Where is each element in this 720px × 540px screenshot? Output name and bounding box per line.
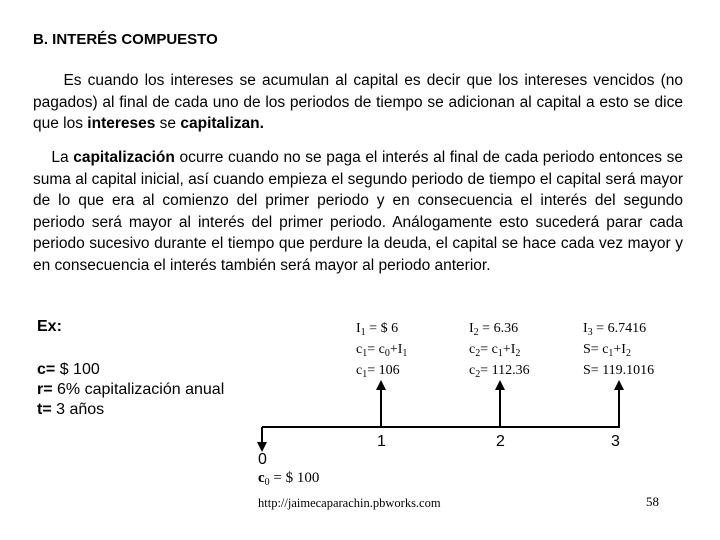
period-2-result: $c_2= 112.36$ bbox=[469, 363, 530, 380]
paragraph2-bold-capitalizacion: capitalización bbox=[73, 149, 175, 166]
period-3-formula: $S= c_1+I_2$ bbox=[583, 342, 631, 359]
source-url: http://jaimecaparachin.pbworks.com bbox=[258, 496, 441, 510]
given-rate-value: 6% capitalización anual bbox=[52, 381, 225, 398]
timeline-label-3: 3 bbox=[611, 433, 620, 450]
period-1-formula: $c_1= c_0+I_1$ bbox=[356, 342, 408, 359]
page-number: 58 bbox=[646, 494, 659, 509]
given-time-value: 3 años bbox=[51, 401, 105, 418]
paragraph1-mid: se bbox=[155, 115, 181, 132]
timeline-label-2: 2 bbox=[496, 433, 505, 450]
given-capital-label: c= bbox=[37, 361, 56, 378]
initial-capital-subscript: 0 bbox=[264, 477, 270, 488]
given-capital-value: $ 100 bbox=[55, 361, 100, 378]
period-3-interest: $I_3 = 6.7416$ bbox=[583, 321, 647, 338]
paragraph1-bold-capitalizan: capitalizan. bbox=[180, 115, 264, 132]
initial-capital bbox=[258, 470, 319, 487]
initial-capital-value: = $ 100 bbox=[269, 470, 320, 486]
period-1-result: $c_1= 106$ bbox=[356, 363, 400, 380]
period-2-formula: $c_2= c_1+I_2$ bbox=[469, 342, 521, 359]
period-3-result: S= 119.1016 bbox=[583, 363, 655, 378]
timeline-label-1: 1 bbox=[377, 433, 386, 450]
period-1-interest: $I_1$ = $ 6 bbox=[356, 321, 399, 338]
given-time-label: t= bbox=[37, 401, 52, 418]
paragraph1-text: Es cuando los intereses se acumulan al capital es decir que los intereses vencidos (no pagados) al final de cada uno de los periodos de tiempo se adicionan al capital a esto se dice que los bbox=[33, 72, 683, 132]
timeline-label-0: 0 bbox=[258, 451, 267, 468]
paragraph1-bold-intereses: intereses bbox=[87, 115, 156, 132]
initial-capital-symbol: c bbox=[258, 470, 265, 486]
section-title: B. INTERÉS COMPUESTO bbox=[33, 31, 218, 48]
given-rate-label: r= bbox=[37, 381, 53, 398]
period-2-interest: $I_2 = 6.36$ bbox=[469, 321, 519, 338]
paragraph2-lead: La bbox=[51, 149, 74, 166]
paragraph2-text: ocurre cuando no se paga el interés al final de cada periodo entonces se suma al capital inicial, así cuando empieza el segundo periodo de tiempo el capital será mayor de lo que era al comienzo del primer periodo y en consecuencia el interés del segundo periodo será mayor al interés del primer periodo. Análogamente esto sucederá parar cada periodo sucesivo durante el tiempo que perdure la deuda, el capital se hace cada vez mayor y en consecuencia el interés también será mayor al periodo anterior. bbox=[33, 149, 683, 274]
example-label: Ex: bbox=[37, 318, 62, 335]
